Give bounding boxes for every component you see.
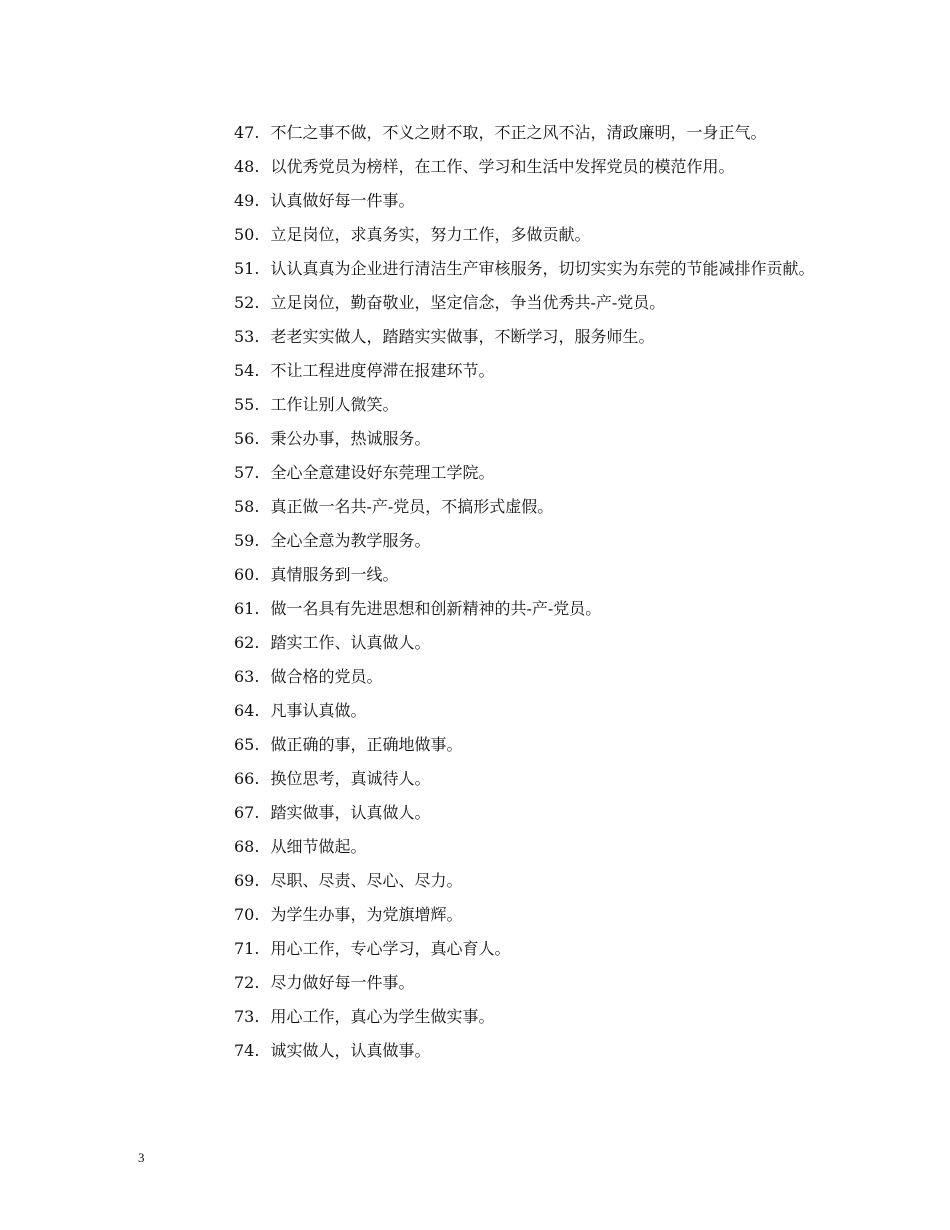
item-number: 50. (234, 225, 260, 244)
item-number: 52. (234, 293, 260, 312)
list-item (140, 864, 820, 898)
item-text: 不仁之事不做，不义之财不取，不正之风不沾，清政廉明，一身正气。 (270, 123, 767, 142)
item-text: 用心工作，专心学习，真心育人。 (270, 939, 511, 958)
list-item (140, 354, 820, 388)
list-item (140, 932, 820, 966)
item-number: 68. (234, 837, 260, 856)
item-text: 尽力做好每一件事。 (270, 973, 415, 992)
list-item (140, 660, 820, 694)
list-item (140, 592, 820, 626)
item-number: 62. (234, 633, 260, 652)
list-item (140, 524, 820, 558)
item-number: 49. (234, 191, 260, 210)
item-number: 69. (234, 871, 260, 890)
page-number: 3 (138, 1150, 145, 1165)
item-text: 诚实做人，认真做事。 (270, 1041, 431, 1060)
item-number: 48. (234, 157, 260, 176)
item-text: 真情服务到一线。 (270, 565, 399, 584)
item-text: 尽职、尽责、尽心、尽力。 (270, 871, 463, 890)
item-number: 63. (234, 667, 260, 686)
item-text: 不让工程进度停滞在报建环节。 (270, 361, 495, 380)
item-number: 47. (234, 123, 260, 142)
item-text: 做一名具有先进思想和创新精神的共-产-党员。 (270, 599, 602, 618)
item-number: 67. (234, 803, 260, 822)
list-item (140, 150, 820, 184)
list-item (140, 184, 820, 218)
list-item (140, 728, 820, 762)
list-item (140, 1000, 820, 1034)
item-text: 凡事认真做。 (270, 701, 367, 720)
list-item (140, 966, 820, 1000)
item-number: 70. (234, 905, 260, 924)
item-number: 72. (234, 973, 260, 992)
item-text: 为学生办事，为党旗增辉。 (270, 905, 463, 924)
item-text: 全心全意建设好东莞理工学院。 (270, 463, 495, 482)
list-item (140, 898, 820, 932)
item-number: 60. (234, 565, 260, 584)
item-number: 65. (234, 735, 260, 754)
list-item (140, 796, 820, 830)
list-item (140, 116, 820, 150)
item-number: 73. (234, 1007, 260, 1026)
item-number: 51. (234, 259, 260, 278)
item-number: 57. (234, 463, 260, 482)
list-item (140, 320, 820, 354)
item-text: 全心全意为教学服务。 (270, 531, 431, 550)
item-text: 立足岗位，勤奋敬业，坚定信念，争当优秀共-产-党员。 (270, 293, 666, 312)
list-item (140, 490, 820, 524)
item-text: 老老实实做人，踏踏实实做事，不断学习，服务师生。 (270, 327, 655, 346)
item-text: 从细节做起。 (270, 837, 367, 856)
item-number: 74. (234, 1041, 260, 1060)
item-text: 工作让别人微笑。 (270, 395, 399, 414)
item-text: 做正确的事，正确地做事。 (270, 735, 463, 754)
item-number: 55. (234, 395, 260, 414)
item-number: 53. (234, 327, 260, 346)
item-number: 59. (234, 531, 260, 550)
list-item (140, 830, 820, 864)
list-item (140, 626, 820, 660)
list-item (140, 1034, 820, 1068)
item-text: 秉公办事，热诚服务。 (270, 429, 431, 448)
list-item (140, 422, 820, 456)
item-number: 54. (234, 361, 260, 380)
item-text: 认认真真为企业进行清洁生产审核服务，切切实实为东莞的节能减排作贡献。 (270, 259, 815, 278)
item-number: 61. (234, 599, 260, 618)
list-item (140, 694, 820, 728)
list-item (140, 218, 820, 252)
item-text: 认真做好每一件事。 (270, 191, 415, 210)
item-text: 立足岗位，求真务实，努力工作，多做贡献。 (270, 225, 591, 244)
list-item (140, 388, 820, 422)
item-number: 58. (234, 497, 260, 516)
list-item (140, 558, 820, 592)
item-text: 用心工作，真心为学生做实事。 (270, 1007, 495, 1026)
item-number: 56. (234, 429, 260, 448)
item-text: 换位思考，真诚待人。 (270, 769, 431, 788)
item-number: 71. (234, 939, 260, 958)
list-item (140, 286, 820, 320)
list-item (140, 252, 820, 286)
item-number: 66. (234, 769, 260, 788)
item-text: 真正做一名共-产-党员，不搞形式虚假。 (270, 497, 554, 516)
item-number: 64. (234, 701, 260, 720)
item-text: 踏实做事，认真做人。 (270, 803, 431, 822)
numbered-list (140, 116, 820, 1068)
item-text: 踏实工作、认真做人。 (270, 633, 431, 652)
item-text: 做合格的党员。 (270, 667, 383, 686)
list-item (140, 456, 820, 490)
item-text: 以优秀党员为榜样，在工作、学习和生活中发挥党员的模范作用。 (270, 157, 735, 176)
list-item (140, 762, 820, 796)
